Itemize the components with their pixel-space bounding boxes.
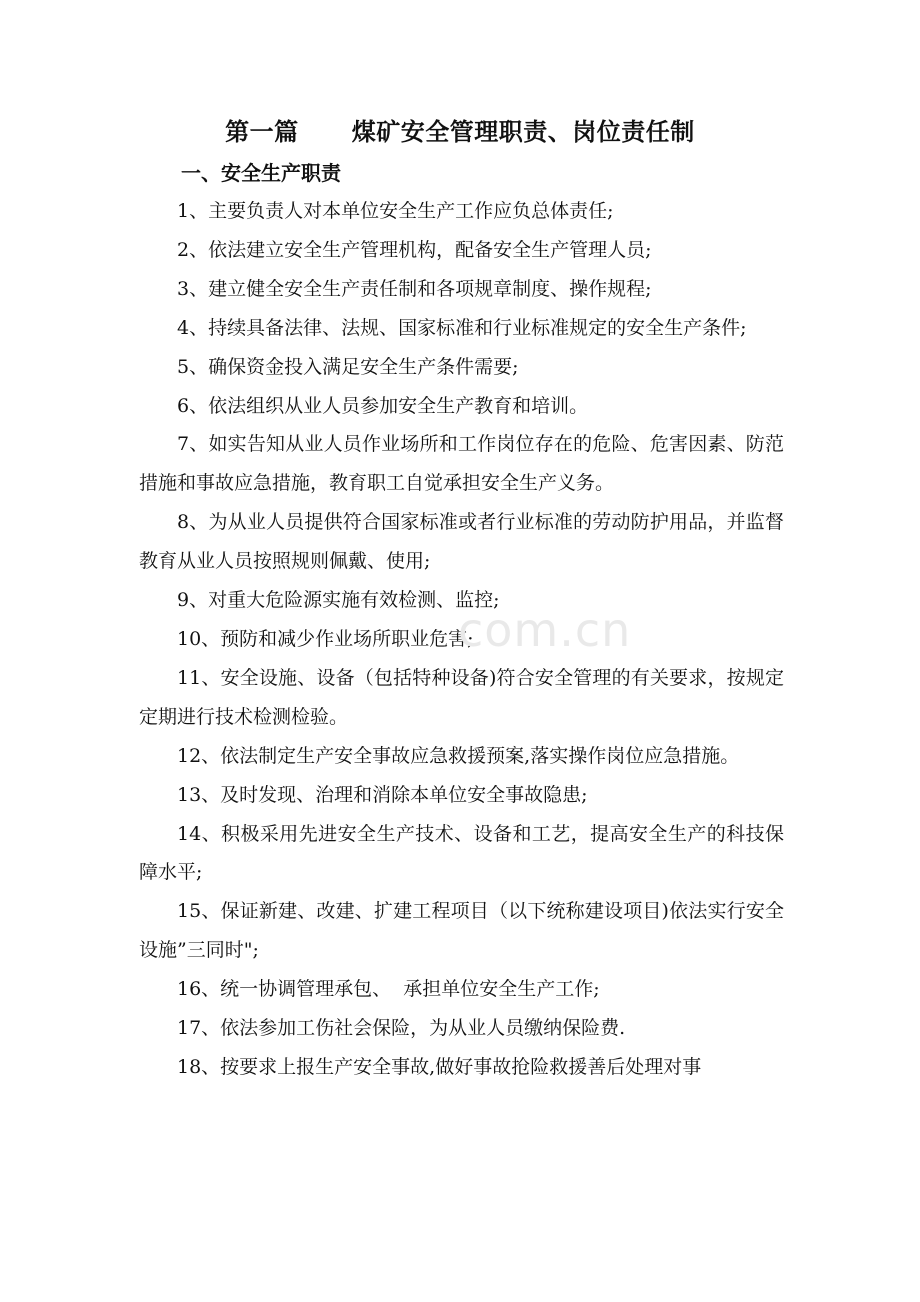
section-heading: 一、安全生产职责 [181, 161, 341, 185]
paragraph-5: 5、确保资金投入满足安全生产条件需要; [177, 355, 519, 378]
document-body [139, 192, 784, 1087]
paragraph-11: 11、安全设施、设备（包括特种设备)符合安全管理的有关要求，按规定定期进行技术检测检验。 [139, 666, 784, 728]
paragraph-13: 13、及时发现、治理和消除本单位安全事故隐患; [177, 783, 588, 806]
paragraph-1: 1、主要负责人对本单位安全生产工作应负总体责任; [177, 200, 614, 222]
document-title: 第一篇 煤矿安全管理职责、岗位责任制 [225, 118, 695, 146]
paragraph-6: 6、依法组织从业人员参加安全生产教育和培训。 [177, 394, 589, 417]
paragraph-8: 8、为从业人员提供符合国家标准或者行业标准的劳动防护用品，并监督教育从业人员按照规则佩戴、使用; [139, 511, 784, 573]
paragraph-3: 3、建立健全安全生产责任制和各项规章制度、操作规程; [177, 277, 652, 300]
paragraph-17: 17、依法参加工伤社会保险，为从业人员缴纳保险费. [177, 1017, 626, 1040]
paragraph-16: 16、统一协调管理承包、 承担单位安全生产工作; [177, 978, 600, 1001]
paragraph-15: 15、保证新建、改建、扩建工程项目（以下统称建设项目)依法实行安全设施”三同时"; [139, 900, 784, 962]
watermark: com.cn [458, 603, 632, 657]
paragraph-2: 2、依法建立安全生产管理机构，配备安全生产管理人员; [177, 238, 652, 261]
paragraph-14: 14、积极采用先进安全生产技术、设备和工艺，提高安全生产的科技保障水平; [139, 822, 784, 884]
paragraph-12: 12、依法制定生产安全事故应急救援预案,落实操作岗位应急措施。 [177, 744, 740, 767]
paragraph-10: 10、预防和减少作业场所职业危害; [177, 627, 474, 650]
paragraph-18: 18、按要求上报生产安全事故,做好事故抢险救援善后处理对事 [177, 1055, 702, 1078]
paragraph-4: 4、持续具备法律、法规、国家标准和行业标准规定的安全生产条件; [177, 316, 747, 339]
paragraph-9: 9、对重大危险源实施有效检测、监控; [177, 589, 500, 612]
paragraph-7: 7、如实告知从业人员作业场所和工作岗位存在的危险、危害因素、防范措施和事故应急措施，教育职工自觉承担安全生产义务。 [139, 433, 784, 495]
